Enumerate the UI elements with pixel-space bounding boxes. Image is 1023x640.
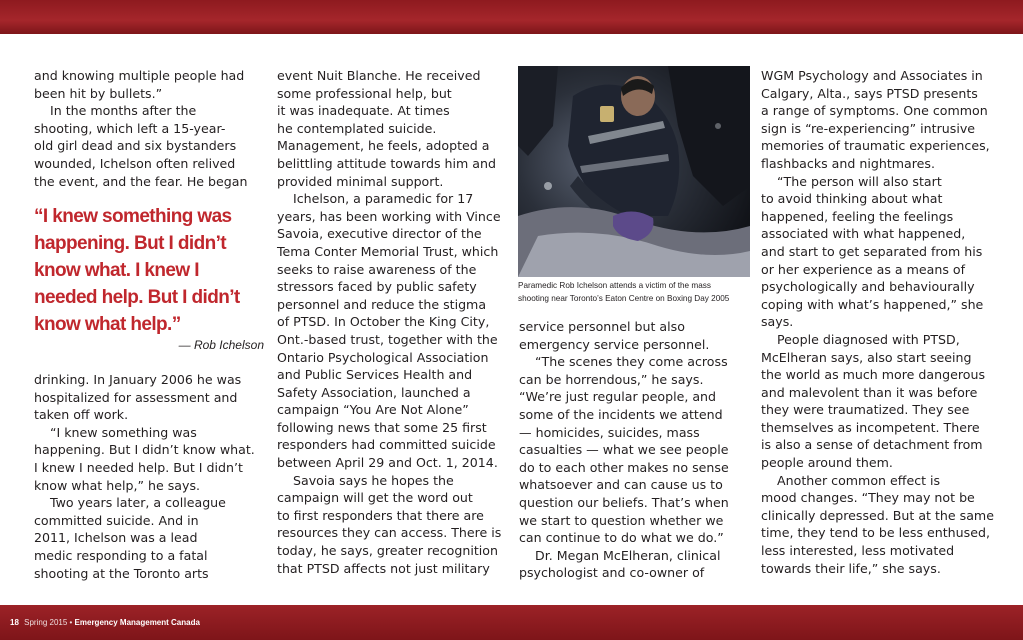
body-line: the world as much more dangerous [761, 367, 985, 383]
body-line: shooting, which left a 15-year- [34, 120, 226, 136]
body-line: seeks to raise awareness of the [277, 261, 477, 277]
header-band [0, 0, 1023, 34]
body-line: and malevolent than it was before [761, 384, 978, 400]
body-line: 2011, Ichelson was a lead [34, 530, 198, 546]
body-line: drinking. In January 2006 he was [34, 372, 242, 387]
paramedic-photo-illustration [518, 66, 750, 277]
pull-quote-attribution: — Rob Ichelson [178, 338, 264, 352]
body-line: and Public Services Health and [277, 367, 473, 383]
body-line: belittling attitude towards him and [277, 155, 496, 171]
pull-quote-line: happening. But I didn’t [34, 233, 226, 254]
article-column-3 [519, 318, 749, 582]
body-line: question our beliefs. That’s when [519, 494, 729, 510]
body-line: emergency service personnel. [519, 336, 710, 352]
body-line: Another common effect is [761, 472, 941, 488]
body-line: Savoia, executive director of the [277, 226, 482, 242]
body-line: People diagnosed with PTSD, [761, 331, 960, 347]
body-line: psychologist and co-owner of [519, 565, 705, 581]
body-line: towards their life,” she says. [761, 560, 941, 576]
body-line: and start to get separated from his [761, 243, 983, 259]
article-column-4 [761, 67, 996, 577]
body-line: Ontario Psychological Association [277, 349, 489, 365]
body-line: we start to question whether we [519, 512, 724, 528]
body-line: Ichelson, a paramedic for 17 [277, 191, 474, 207]
body-line: WGM Psychology and Associates in [761, 68, 983, 83]
caption-line: shooting near Toronto’s Eaton Centre on Boxing Day 2005 [518, 293, 730, 303]
body-line: Management, he feels, adopted a [277, 138, 490, 154]
body-line: following news that some 25 first [277, 419, 487, 435]
body-line: associated with what happened, [761, 226, 966, 242]
body-line: and knowing multiple people had [34, 68, 245, 83]
body-line: mood changes. “They may not be [761, 490, 975, 506]
body-line: “We’re just regular people, and [519, 389, 717, 405]
body-line: personnel and reduce the stigma [277, 296, 487, 312]
body-line: provided minimal support. [277, 173, 444, 189]
body-line: the event, and the fear. He began [34, 173, 248, 189]
magazine-title: Emergency Management Canada [74, 618, 200, 627]
body-line: campaign will get the word out [277, 490, 473, 506]
body-line: “The person will also start [761, 173, 942, 189]
body-line: stressors faced by public safety [277, 279, 477, 295]
body-line: of PTSD. In October the King City, [277, 314, 490, 330]
body-line: can be horrendous,” he says. [519, 371, 704, 387]
article-column-2 [277, 67, 507, 577]
body-line: psychologically and behaviourally [761, 279, 975, 295]
body-line: Ont.-based trust, together with the [277, 331, 498, 347]
body-line: wounded, Ichelson often relived [34, 155, 236, 171]
body-line: flashbacks and nightmares. [761, 155, 935, 171]
body-line: resources they can access. There is [277, 525, 502, 541]
body-line: some of the incidents we attend [519, 406, 723, 422]
body-line: people around them. [761, 455, 893, 471]
body-line: campaign “You Are Not Alone” [277, 402, 469, 418]
body-line: sign is “re-experiencing” intrusive [761, 120, 976, 136]
body-line: I knew I needed help. But I didn’t [34, 459, 243, 475]
article-photo [518, 66, 750, 277]
body-line: some professional help, but [277, 85, 452, 101]
pull-quote-line: “I knew something was [34, 206, 232, 227]
body-line: Safety Association, launched a [277, 384, 471, 400]
body-line: they were traumatized. They see [761, 402, 970, 418]
body-line: casualties — what we see people [519, 442, 729, 458]
body-line: is also a sense of detachment from [761, 437, 983, 453]
body-line: event Nuit Blanche. He received [277, 68, 481, 83]
body-line: know what help,” he says. [34, 477, 201, 493]
body-line: Dr. Megan McElheran, clinical [519, 547, 721, 563]
pull-quote-line: know what. I knew I [34, 260, 199, 281]
body-line: “The scenes they come across [519, 354, 728, 370]
caption-line: Paramedic Rob Ichelson attends a victim of the mass [518, 281, 711, 290]
body-line: between April 29 and Oct. 1, 2014. [277, 455, 498, 471]
photo-caption [518, 280, 758, 305]
page-footer [10, 618, 200, 627]
body-line: a range of symptoms. One common [761, 103, 988, 119]
body-line: Savoia says he hopes the [277, 472, 454, 488]
body-line: happening. But I didn’t know what. [34, 442, 255, 458]
body-line: today, he says, greater recognition [277, 543, 498, 559]
body-line: committed suicide. And in [34, 512, 199, 528]
pull-quote [34, 203, 269, 338]
body-line: Two years later, a colleague [34, 495, 226, 511]
article-column-1-bottom [34, 371, 264, 582]
body-line: it was inadequate. At times [277, 103, 450, 119]
body-line: says. [761, 314, 794, 330]
body-line: less interested, less motivated [761, 543, 955, 559]
page-number: 18 [10, 618, 19, 627]
body-line: “I knew something was [34, 424, 197, 440]
body-line: In the months after the [34, 103, 197, 119]
body-line: themselves as incompetent. There [761, 419, 980, 435]
body-line: time, they tend to be less enthused, [761, 525, 990, 541]
body-line: shooting at the Toronto arts [34, 565, 209, 581]
body-line: whatsoever and can cause us to [519, 477, 723, 493]
issue-label: Spring 2015 • [24, 618, 73, 627]
body-line: memories of traumatic experiences, [761, 138, 990, 154]
pull-quote-line: needed help. But I didn’t [34, 287, 240, 308]
body-line: clinically depressed. But at the same [761, 507, 994, 523]
body-line: McElheran says, also start seeing [761, 349, 972, 365]
body-line: years, has been working with Vince [277, 208, 501, 224]
body-line: happened, feeling the feelings [761, 208, 954, 224]
body-line: coping with what’s happened,” she [761, 296, 984, 312]
body-line: medic responding to a fatal [34, 547, 208, 563]
body-line: responders had committed suicide [277, 437, 496, 453]
body-line: can continue to do what we do.” [519, 530, 724, 546]
body-line: to first responders that there are [277, 507, 484, 523]
article-column-1-top [34, 67, 264, 190]
body-line: do to each other makes no sense [519, 459, 729, 475]
pull-quote-line: know what help.” [34, 314, 181, 335]
body-line: he contemplated suicide. [277, 120, 437, 136]
body-line: taken off work. [34, 407, 129, 423]
body-line: or her experience as a means of [761, 261, 966, 277]
body-line: old girl dead and six bystanders [34, 138, 237, 154]
body-line: — homicides, suicides, mass [519, 424, 700, 440]
body-line: Calgary, Alta., says PTSD presents [761, 85, 978, 101]
body-line: Tema Conter Memorial Trust, which [277, 243, 499, 259]
body-line: service personnel but also [519, 319, 685, 334]
body-line: that PTSD affects not just military [277, 560, 490, 576]
body-line: to avoid thinking about what [761, 191, 943, 207]
body-line: hospitalized for assessment and [34, 389, 238, 405]
body-line: been hit by bullets.” [34, 85, 163, 101]
